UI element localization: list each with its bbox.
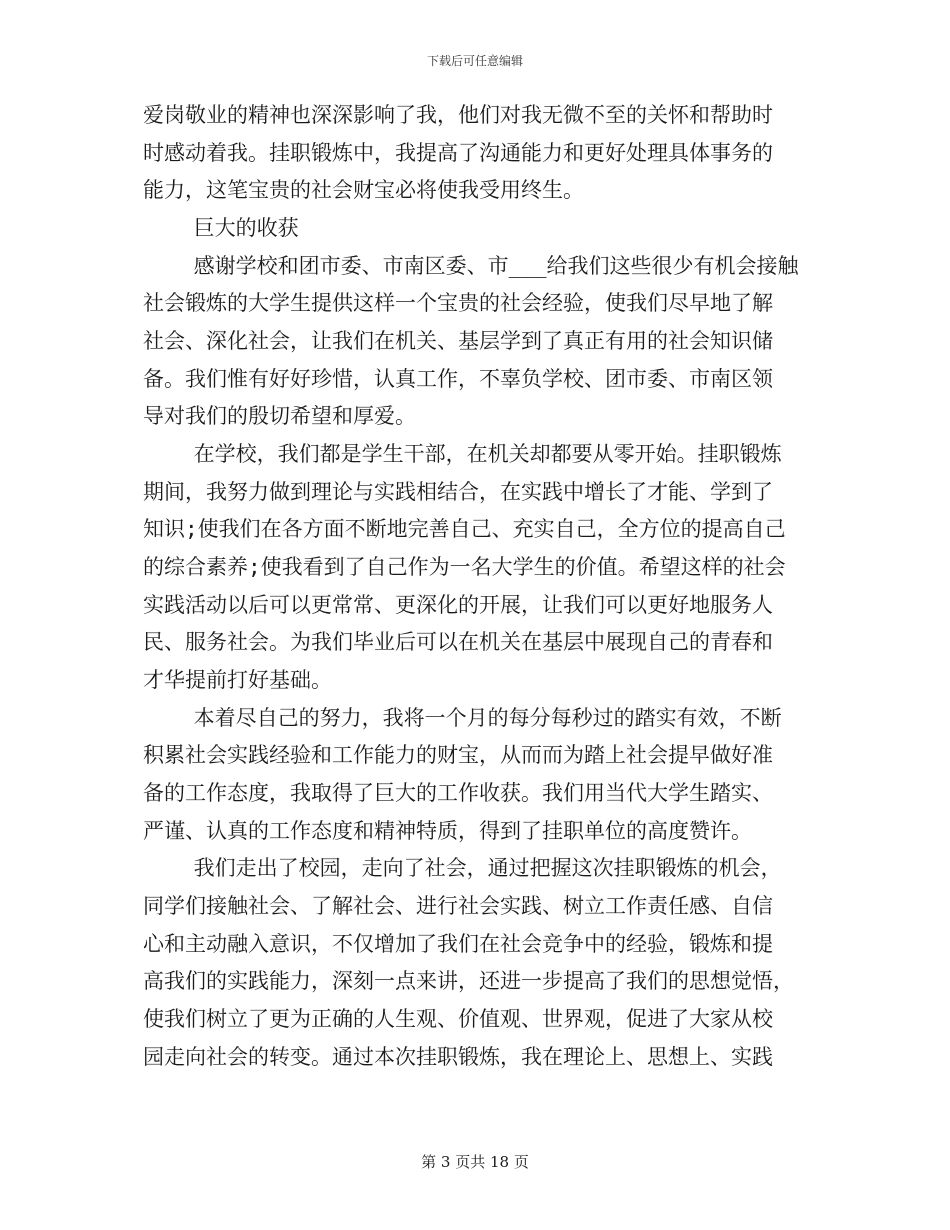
text-line: 期间，我努力做到理论与实践相结合，在实践中增长了才能、学到了	[143, 480, 773, 504]
text-line: 同学们接触社会、了解社会、进行社会实践、树立工作责任感、自信	[143, 894, 773, 918]
page-number: 第 3 页共 18 页	[421, 1153, 529, 1171]
text-line: 能力，这笔宝贵的社会财宝必将使我受用终生。	[143, 178, 584, 202]
text-line: 严谨、认真的工作态度和精神特质，得到了挂职单位的高度赞许。	[143, 819, 752, 843]
text-line: 在学校，我们都是学生干部，在机关却都要从零开始。挂职锻炼	[143, 442, 782, 466]
text-line: 备的工作态度，我取得了巨大的工作收获。我们用当代大学生踏实、	[143, 781, 773, 805]
text-line: 时感动着我。挂职锻炼中，我提高了沟通能力和更好处理具体事务的	[143, 141, 773, 165]
text-line: 的综合素养;使我看到了自己作为一名大学生的价值。希望这样的社会	[143, 555, 786, 579]
text-line: 爱岗敬业的精神也深深影响了我，他们对我无微不至的关怀和帮助时	[143, 103, 773, 127]
text-line: 园走向社会的转变。通过本次挂职锻炼，我在理论上、思想上、实践	[143, 1045, 773, 1069]
text-line: 实践活动以后可以更常常、更深化的开展，让我们可以更好地服务人	[143, 593, 773, 617]
text-line: 备。我们惟有好好珍惜，认真工作，不辜负学校、团市委、市南区领	[143, 367, 773, 391]
page-header: 下载后可任意编辑	[426, 54, 523, 68]
text-line: 本着尽自己的努力，我将一个月的每分每秒过的踏实有效，不断	[143, 706, 782, 730]
text-line: 我们走出了校园，走向了社会，通过把握这次挂职锻炼的机会，	[143, 856, 782, 880]
text-line: 民、服务社会。为我们毕业后可以在机关在基层中展现自己的青春和	[143, 630, 773, 654]
text-line: 社会、深化社会，让我们在机关、基层学到了真正有用的社会知识储	[143, 329, 773, 353]
text-line: 才华提前打好基础。	[143, 668, 332, 692]
section-heading: 巨大的收获	[143, 216, 299, 240]
text-line: 使我们树立了更为正确的人生观、价值观、世界观，促进了大家从校	[143, 1007, 773, 1031]
text-line: 导对我们的殷切希望和厚爱。	[143, 404, 416, 428]
text-line: 积累社会实践经验和工作能力的财宝，从而而为踏上社会提早做好准	[143, 743, 773, 767]
text-line: 心和主动融入意识，不仅增加了我们在社会竞争中的经验，锻炼和提	[143, 932, 773, 956]
text-line: 高我们的实践能力，深刻一点来讲，还进一步提高了我们的思想觉悟，	[143, 969, 794, 993]
text-line: 社会锻炼的大学生提供这样一个宝贵的社会经验，使我们尽早地了解	[143, 291, 773, 315]
text-line: 感谢学校和团市委、市南区委、市___给我们这些很少有机会接触	[143, 254, 799, 278]
text-line: 知识;使我们在各方面不断地完善自己、充实自己，全方位的提高自己	[143, 517, 786, 541]
